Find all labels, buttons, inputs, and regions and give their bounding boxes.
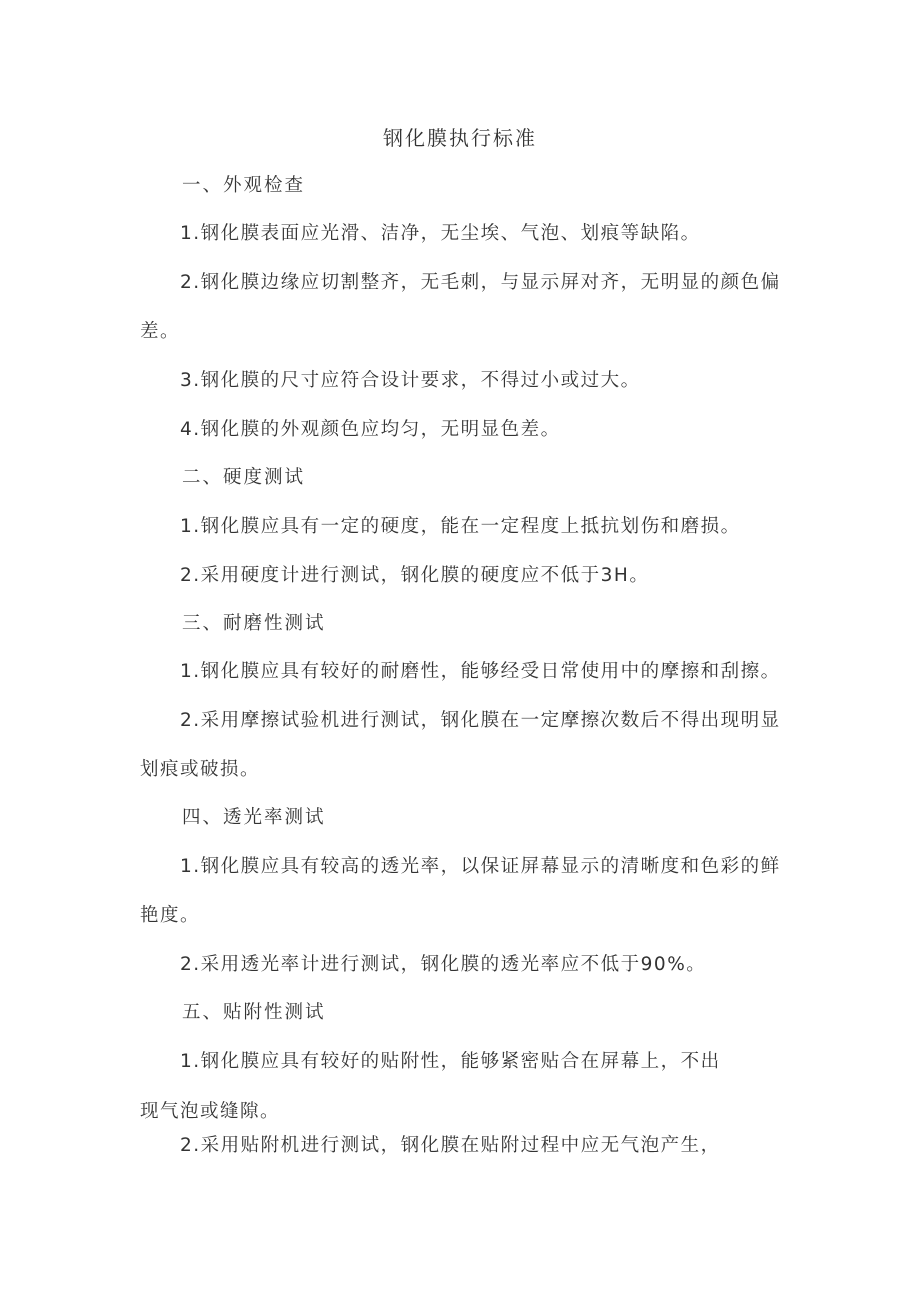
- section-heading-wear-resistance: 三、耐磨性测试: [182, 613, 326, 634]
- paragraph-line: 3.钢化膜的尺寸应符合设计要求，不得过小或过大。: [180, 370, 641, 391]
- paragraph-line: 1.钢化膜应具有较高的透光率，以保证屏幕显示的清晰度和色彩的鲜: [180, 856, 781, 877]
- paragraph-line: 1.钢化膜应具有较好的耐磨性，能够经受日常使用中的摩擦和刮擦。: [180, 661, 781, 682]
- section-heading-adhesion: 五、贴附性测试: [182, 1002, 326, 1023]
- paragraph-continuation: 现气泡或缝隙。: [140, 1101, 281, 1122]
- paragraph-line: 2.采用硬度计进行测试，钢化膜的硬度应不低于3H。: [180, 565, 650, 586]
- section-heading-hardness: 二、硬度测试: [182, 467, 306, 488]
- paragraph-line: 2.钢化膜边缘应切割整齐，无毛刺，与显示屏对齐，无明显的颜色偏: [180, 272, 781, 293]
- paragraph-continuation: 划痕或破损。: [140, 759, 261, 780]
- section-heading-transmittance: 四、透光率测试: [182, 807, 326, 828]
- paragraph-line: 2.采用透光率计进行测试，钢化膜的透光率应不低于90%。: [180, 954, 707, 975]
- paragraph-continuation: 差。: [140, 321, 181, 342]
- paragraph-line: 1.钢化膜应具有较好的贴附性，能够紧密贴合在屏幕上，不出: [180, 1051, 721, 1072]
- paragraph-line: 2.采用摩擦试验机进行测试，钢化膜在一定摩擦次数后不得出现明显: [180, 710, 781, 731]
- paragraph-line: 4.钢化膜的外观颜色应均匀，无明显色差。: [180, 419, 561, 440]
- paragraph-line: 2.采用贴附机进行测试，钢化膜在贴附过程中应无气泡产生，: [180, 1135, 721, 1156]
- paragraph-line: 1.钢化膜表面应光滑、洁净，无尘埃、气泡、划痕等缺陷。: [180, 223, 701, 244]
- paragraph-continuation: 艳度。: [140, 905, 201, 926]
- paragraph-line: 1.钢化膜应具有一定的硬度，能在一定程度上抵抗划伤和磨损。: [180, 516, 741, 537]
- section-heading-appearance: 一、外观检查: [182, 175, 306, 196]
- document-title: 钢化膜执行标准: [383, 126, 537, 150]
